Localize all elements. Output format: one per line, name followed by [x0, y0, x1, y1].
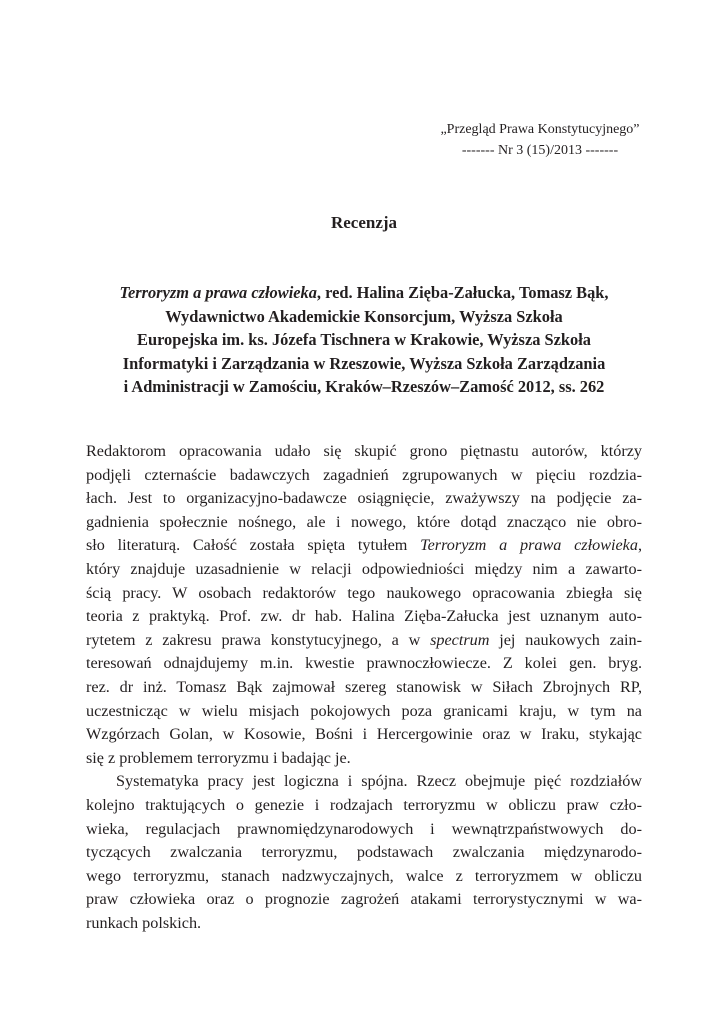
text-line: ścią pracy. W osobach redaktorów tego naukowego opracowania zbiegła się	[86, 583, 642, 602]
book-citation-line: i Administracji w Zamościu, Kraków–Rzeszów–Zamość 2012, ss. 262	[123, 377, 605, 397]
book-citation	[86, 281, 642, 399]
journal-title: „Przegląd Prawa Konstytucyjnego”	[440, 122, 640, 137]
text-line: tyczących zwalczania terroryzmu, podstawach zwalczania międzynarodo-	[86, 843, 642, 862]
text-line: podjęli czternaście badawczych zagadnień zgrupowanych w pięciu rozdzia-	[86, 465, 642, 484]
text-line	[86, 534, 642, 558]
text-line: Wzgórzach Golan, w Kosowie, Bośni i Hercergowinie oraz w Iraku, stykając	[86, 725, 642, 744]
text-line: rez. dr inż. Tomasz Bąk zajmował szereg stanowisk w Siłach Zbrojnych RP,	[86, 677, 642, 696]
text-line: teresowań odnajdujemy m.in. kwestie prawnoczłowiecze. Z kolei gen. bryg.	[86, 654, 642, 673]
paragraph-1	[86, 440, 642, 770]
text-segment: rytetem z zakresu prawa konstytucyjnego, a w	[86, 630, 431, 649]
book-title: Terroryzm a prawa człowieka	[119, 283, 317, 302]
text-line: Systematyka pracy jest logiczna i spójna. Rzecz obejmuje pięć rozdziałów	[116, 772, 642, 791]
section-title: Recenzja	[330, 213, 398, 232]
text-segment: jej naukowych zain-	[489, 630, 642, 649]
italic-title: Terroryzm a prawa człowieka	[420, 536, 638, 555]
book-citation-line	[86, 281, 642, 305]
text-line: Redaktorom opracowania udało się skupić grono piętnastu autorów, którzy	[86, 442, 642, 460]
text-line	[86, 629, 642, 653]
text-line: uczestnicząc w wielu misjach pokojowych poza granicami kraju, w tym na	[86, 701, 642, 720]
book-citation-line: Informatyki i Zarządzania w Rzeszowie, Wyższa Szkoła Zarządzania	[122, 353, 606, 373]
text-line: się z problemem terroryzmu i badając je.	[86, 748, 351, 767]
text-line: gadnienia społecznie nośnego, ale i nowego, które dotąd znacząco nie obro-	[86, 512, 642, 531]
text-line: praw człowieka oraz o prognozie zagrożeń atakami terrorystycznymi w wa-	[86, 890, 642, 909]
text-line: teoria z praktyką. Prof. zw. dr hab. Halina Zięba-Załucka jest uznanym auto-	[86, 607, 642, 626]
book-citation-line: Europejska im. ks. Józefa Tischnera w Krakowie, Wyższa Szkoła	[137, 330, 591, 350]
book-citation-line: Wydawnictwo Akademickie Konsorcjum, Wyższa Szkoła	[165, 306, 563, 326]
paragraph-2	[86, 770, 642, 935]
review-body	[86, 440, 642, 935]
journal-header	[342, 119, 642, 161]
italic-term: spectrum	[430, 630, 490, 649]
text-line: wieka, regulacjach prawnomiędzynarodowych i wewnątrzpaństwowych do-	[86, 819, 642, 838]
text-line: łach. Jest to organizacyjno-badawcze osiągnięcie, zważywszy na podjęcie za-	[86, 489, 642, 508]
text-segment: sło literaturą. Całość została spięta tytułem	[86, 536, 421, 555]
text-line: który znajduje uzasadnienie w relacji odpowiedniości między nim a zawarto-	[86, 559, 642, 578]
journal-issue: ------- Nr 3 (15)/2013 -------	[461, 143, 619, 158]
text-line: wego terroryzmu, stanach nadzwyczajnych, walce z terroryzmem w obliczu	[86, 866, 642, 885]
book-editors: , red. Halina Zięba-Załucka, Tomasz Bąk,	[316, 283, 609, 302]
text-line: runkach polskich.	[86, 913, 202, 932]
text-segment: ,	[637, 536, 642, 555]
text-line: kolejno traktujących o genezie i rodzajach terroryzmu w obliczu praw czło-	[86, 795, 642, 814]
